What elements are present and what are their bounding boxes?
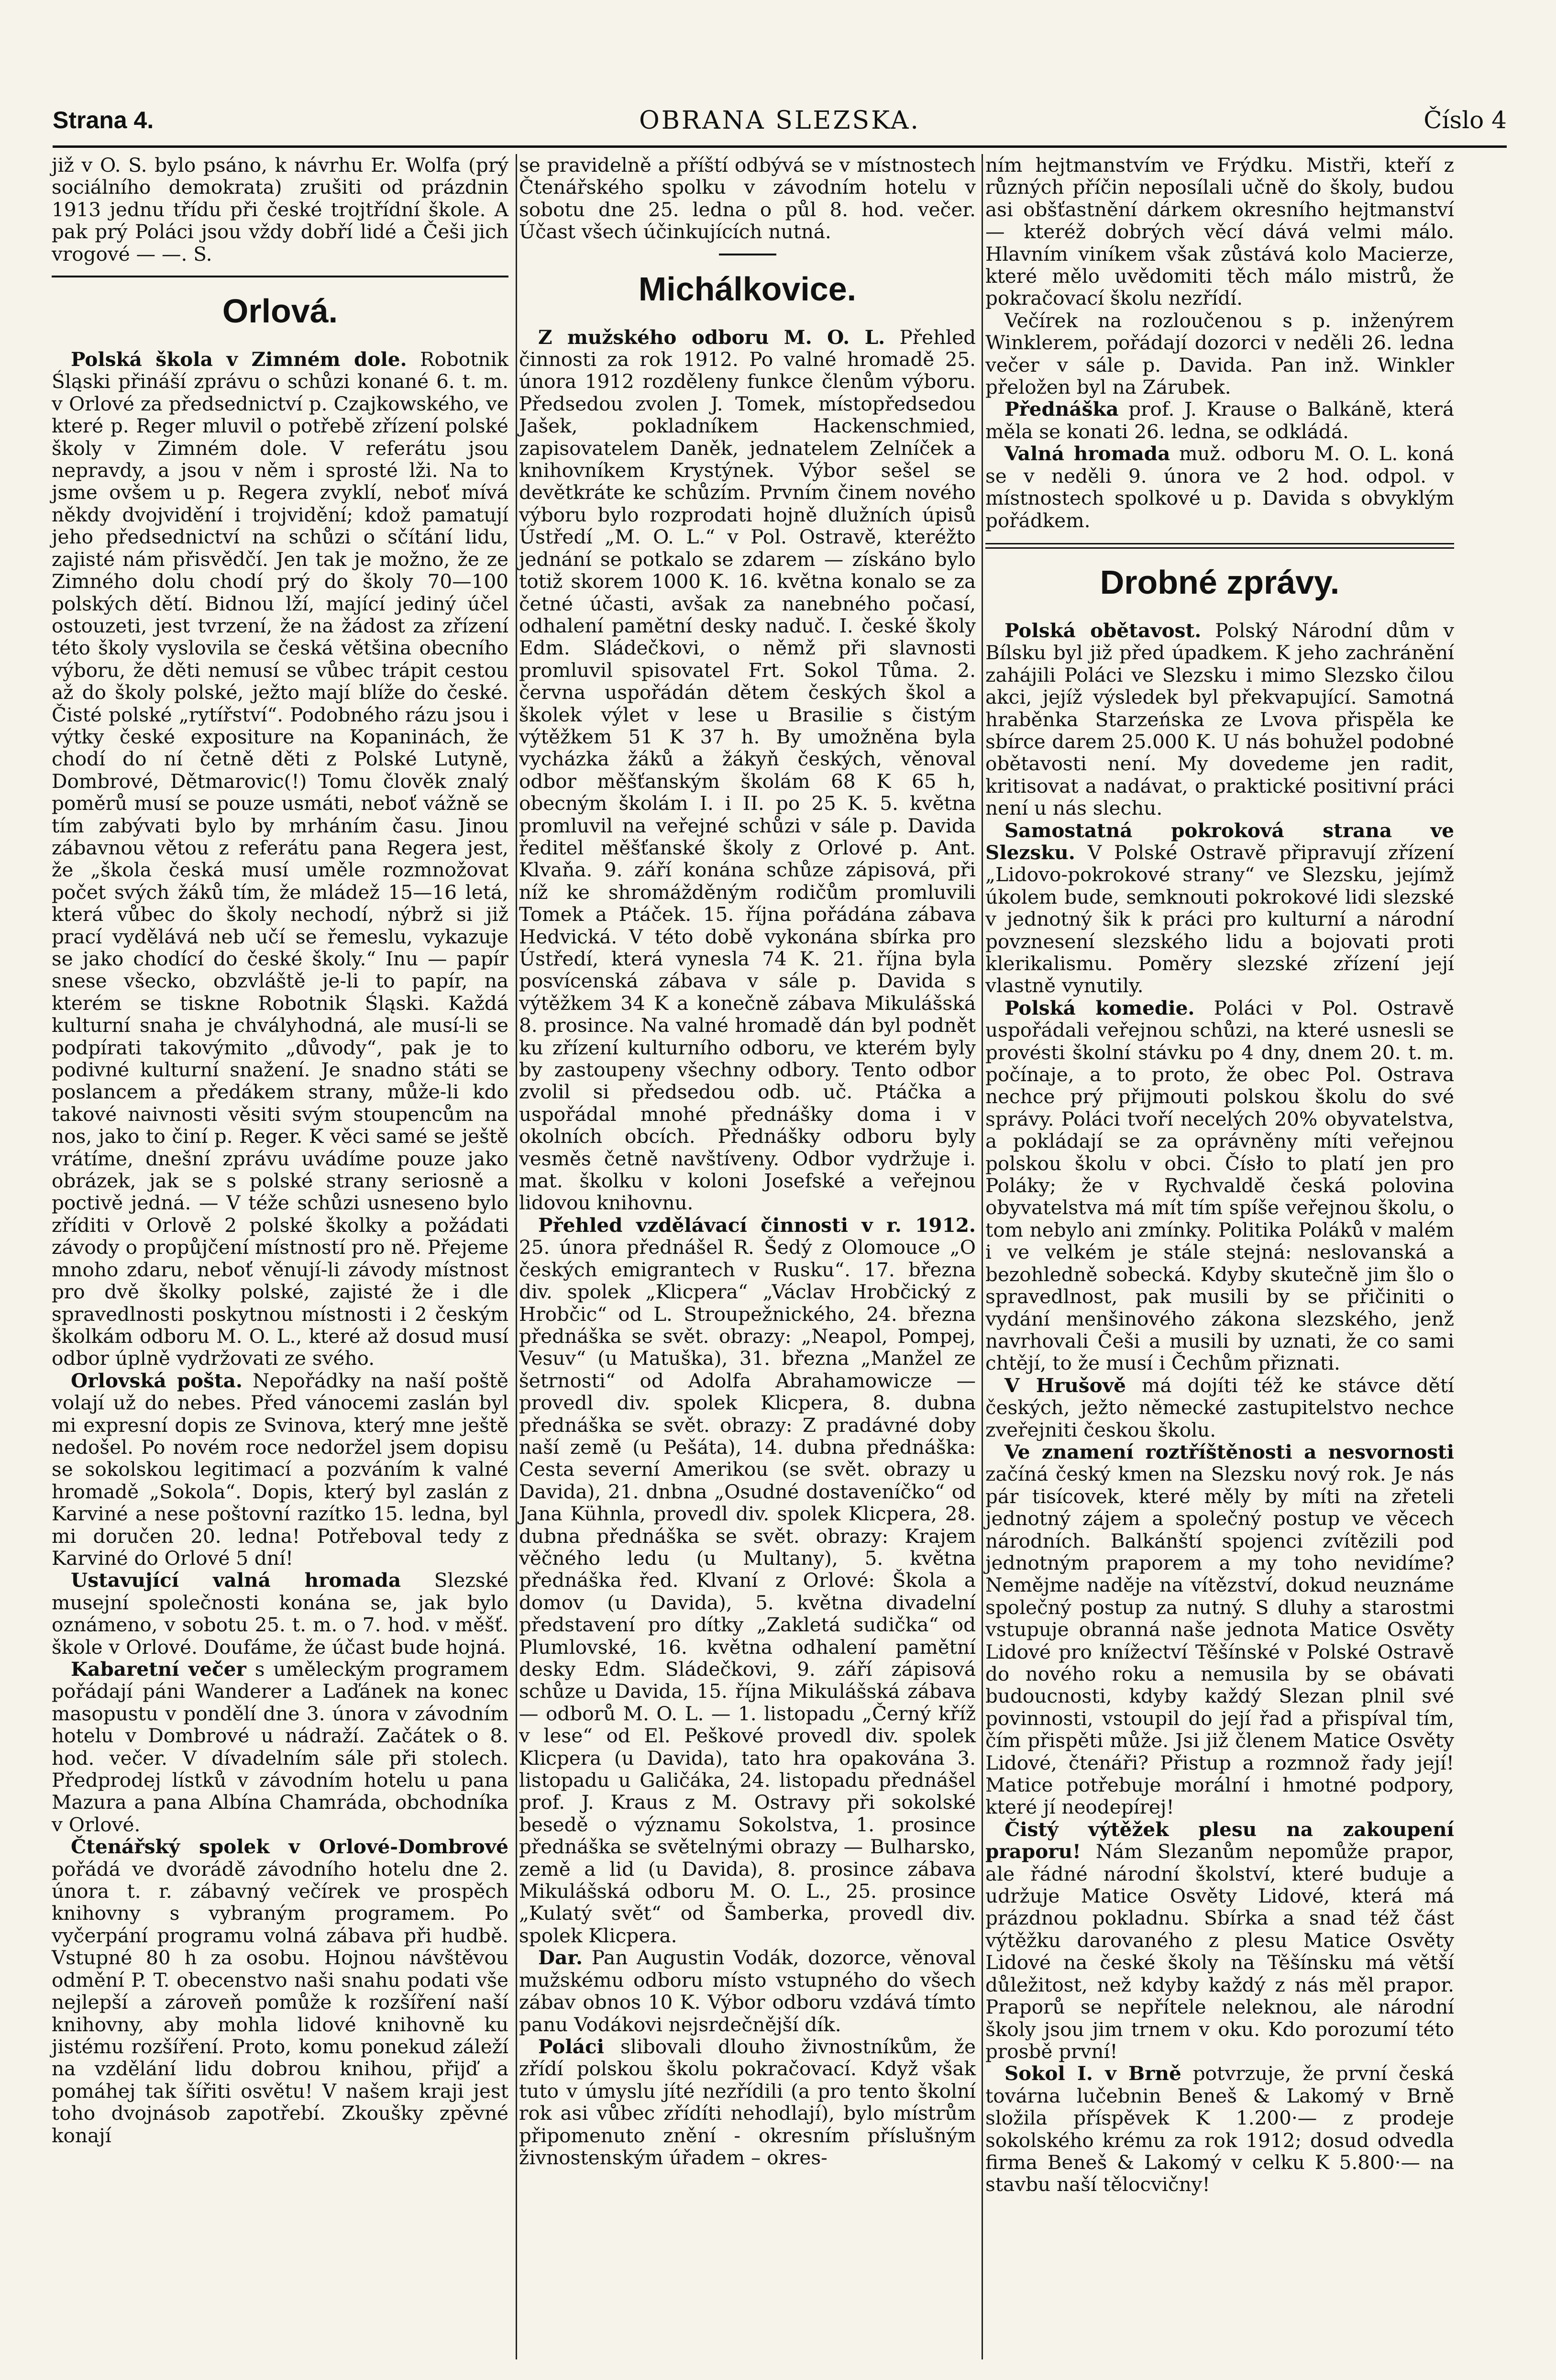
- section-heading-short-news: Drobné zprávy.: [1100, 563, 1340, 601]
- article-general-meeting: Valná hromada muž. odboru M. O. L. koná se v neděli 9. února ve 2 hod. odpol. v místnostech spolkové u p. Davida s obvyklým pořádkem.: [985, 442, 1454, 532]
- section-heading-orlova: Orlová.: [222, 292, 338, 330]
- article-education-overview: Přehled vzdělávací činnosti v r. 1912. 25. února přednášel R. Šedý z Olomouce „O českých emigrantech v Rusku“. 17. března div. spolek „Klicpera“ „Václav Hrobčický z Hrobčic“ od L. Stroupežnického, 24. března přednáška se svět. obrazy: „Neapol, Pompej, Vesuv“ (u Matuška), 31. března „Manžel ze šetrnosti“ od Adolfa Abrahamowicze — provedl div. spolek Klicpera, 8. dubna přednáška se svět. obrazy: Z pradávné doby naší země (u Pešáta), 14. dubna přednáška: Cesta severní Amerikou (se svět. obrazy u Davida), 21. dnbna „Osudné dostaveníčko“ od Jana Kühnla, provedl div. spolek Klicpera, 28. dubna přednáška se svět. obrazy: Krajem věčného ledu (u Multany), 5. května přednáška řed. Klvaní z Orlové: Škola a domov (u Davida), 5. května divadelní představení pro dítky „Zakletá sudička“ od Plumlovské, 16. května odhalení pamětní desky Edm. Sládečkovi, 9. září zápisová schůze u Davida, 15. října Mikulášská zábava — odborů M. O. L. — 1. listopadu „Černý kříž v lese“ od El. Peškové provedl div. spolek Klicpera (u Davida), tato hra opakována 3. listopadu u Galičáka, 24. listopadu přednášel prof. J. Kraus z M. Ostravy při sokolské besedě o významu Sokolstva, 1. prosince přednáška se světelnými obrazy — Bulharsko, země a lid (u Davida), 8. prosince zábava Mikulášská odboru M. O. L., 25. prosince „Kulatý svět“ od Šamberka, provedl div. spolek Klicpera.: [519, 1213, 976, 1947]
- column-1: [52, 154, 508, 2147]
- article-polish-sacrifice: Polská obětavost. Polský Národní dům v Bílsku byl již před úpadkem. K jeho zachránění zahájili Poláci ve Slezsku i mimo Slezsko čilou akci, jejíž výsledek byl překvapující. Samotná hraběnka Starzeńska ze Lvova přispěla ke sbírce darem 25.000 K. U nás bohužel podobné obětavosti není. My dovedeme jen radit, kritisovat a nadávat, o praktické positivní práci není u nás slechu.: [985, 619, 1455, 820]
- article-poles-school: Poláci slibovali dlouho živnostníkům, že zřídí polskou školu pokračovací. Když však tuto v úmyslu jíté nezřídili (a pro tento školní rok asi vůbec zřídíti nehodlají), bylo místrům připomenuto znění - okresním příslušným živnostenským úřadem – okres-: [519, 2035, 976, 2169]
- article-progressive-party: Samostatná pokroková strana ve Slezsku. V Polské Ostravě připravují zřízení „Lidovo-pokrokové strany“ ve Slezsku, jejímž úkolem bude, semknouti pokrokové lidi slezské v jednotný šik k práci pro kulturní a národní povznesení slezského lidu a bojovati proti klerikalismu. Poměry slezské zřízení její vlastně vynutily.: [985, 819, 1455, 997]
- column-divider-2: [982, 154, 983, 2359]
- article-donation: Dar. Pan Augustin Vodák, dozorce, věnoval mužskému odboru místo vstupného do všech zábav obnos 10 K. Výbor odboru vzdává tímto panu Vodákovi nejsrdečnější dík.: [519, 1946, 976, 2036]
- article-lecture: Přednáška prof. J. Krause o Balkáně, která měla se konati 26. ledna, se odkládá.: [985, 398, 1454, 443]
- article-hrusov: V Hrušově má dojíti též ke stávce dětí českých, ježto německé zastupitelstvo nechce zveřejniti českou školu.: [985, 1373, 1454, 1441]
- intro-paragraph: již v O. S. bylo psáno, k návrhu Er. Wolfa (prý sociálního demokrata) zrušiti od prázdnin 1913 jednu třídu při české trojtřídní škole. A pak prý Poláci jsou vždy dobří lidé a Češi jich vrogové — —. S.: [52, 154, 508, 266]
- article-polish-comedy: Polská komedie. Poláci v Pol. Ostravě uspořádali veřejnou schůzi, na které usnesli se provésti školní stávku po 4 dny, dnem 20. t. m. počínaje, a to proto, že obec Pol. Ostrava nechce prý přijmouti polskou školu do své správy. Poláci tvoří necelých 20% obyvatelstva, a pokládají se za oprávněny míti veřejnou polskou školu v obci. Čísło to platí jen pro Poláky; že v Rychvaldě česká polovina obyvatelstva má mít tím spíše veřejnou školu, o tom nebylo ani zmínky. Politika Poláků v malém i ve velkém je stále stejná: neslovanská a bezohledně sobecká. Kdyby skutečně jim šlo o spravedlnost, pak musili by se přičiniti o vydání menšinového zákona slezského, jenž navrhovali Češi a musili by uznati, že co sami chtějí, to že musí i Čechům přiznati.: [985, 996, 1454, 1375]
- article-reading-club: Čtenářský spolek v Orlové-Dombrové pořádá ve dvorádě závodního hotelu dne 2. února t. r. zábavný večírek ve prospěch knihovny s vybraným programem. Po vyčerpání programu volná zábava při hudbě. Vstupné 80 h za osobu. Hojnou návštěvou odmění P. T. obecenstvo naši snahu podati vše nejlepší a zároveň pomůže k rozšíření naší knihovny, aby mohla lidové knihovně ku jistému rozšíření. Proto, komu ponekud záleží na vzdělání lidu dobrou knihou, přijď a pomáhej tak šířiti osvětu! V našem kraji jest toho dvojnásob zapotřebí. Zkoušky zpěvné konají: [52, 1835, 508, 2147]
- issue-number: Číslo 4: [1424, 106, 1507, 134]
- article-founding-meeting: Ustavující valná hromada Slezské musejní společnosti konána se, jak bylo oznámeno, v sobotu 25. t. m. o 7. hod. v měšť. škole v Orlové. Doufáme, že účast bude hojná.: [52, 1569, 508, 1659]
- divider: [985, 543, 1454, 549]
- article-farewell-evening: Večírek na rozloučenou s p. inženýrem Winklerem, pořádají dozorci v neděli 26. ledna večer v sále p. Davida. Pan inž. Winkler přeložen byl na Zárubek.: [985, 309, 1454, 399]
- section-heading-michalkovice: Michálkovice.: [638, 270, 857, 308]
- continued-paragraph: se pravidelně a příští odbývá se v místnostech Čtenářského spolku v závodním hotelu v sobotu dne 25. ledna o půl 8. hod. večer. Účast všech účinkujících nutná.: [519, 154, 976, 244]
- column-divider-1: [516, 154, 517, 2359]
- article-mens-branch: Z mužského odboru M. O. L. Přehled činnosti za rok 1912. Po valné hromadě 25. února 1912 rozděleny funkce členům výboru. Předsedou zvolen J. Tomek, místopředsedou Jašek, pokladníkem Hackenschmied, zapisovatelem Daněk, jednatelem Zelníček a knihovníkem Krystýnek. Výbor sešel se devětkráte ke schůzím. Prvním činem nového výboru bylo rozprodati hojně dlužních úpisů Ústředí „M. O. L.“ v Pol. Ostravě, kteréžto jednání se potkalo se zdarem — získáno bylo totiž skorem 1000 K. 16. května konalo se za četné účasti, avšak za nanebného počasí, odhalení pamětní desky naduč. I. české školy Edm. Sládečkovi, o němž při slavnosti promluvil spisovatel Frt. Sokol Tůma. 2. června uspořádán dětem českých škol a školek výlet v lese u Brasilie s čistým výtěžkem 51 K 37 h. By umožněna byla vycházka žáků a žákyň českých, věnoval odbor měšťanským školám 68 K 65 h, obecným školám I. i II. po 25 K. 5. května promluvil na veřejné schůzi v sále p. Davida ředitel měšťanské školy z Orlové p. Ant. Klvaňa. 9. září konána schůze zápisová, při níž ke shromážděným rodičům promluvili Tomek a Ptáček. 15. října pořádána zábava Hedvická. V této době vykonána sbírka pro Ústředí, která vynesla 74 K. 21. října byla posvícenská zábava v sále p. Davida s výtěžkem 34 K a konečně zábava Mikulášská 8. prosince. Na valné hromadě dán byl podnět ku zřízení kulturního odboru, ve kterém byly by zastoupeny všechny odbory. Tento odbor zvolil si předsedou odb. uč. Ptáčka a uspořádal mnohé přednášky doma i v okolních obcích. Přednášky odboru byly vesměs četně navštíveny. Odbor vydržuje i. mat. školku v koloni Josefské a veřejnou lidovou knihovnu.: [519, 325, 976, 1215]
- intro-signature: S.: [193, 242, 212, 266]
- newspaper-title: OBRANA SLEZSKA.: [639, 106, 920, 135]
- continued-paragraph: ním hejtmanstvím ve Frýdku. Mistři, kteří z různých příčin neposílali učně do školy, budou asi obšťastnění dárkem okresního hejtmanství — kteréž dobrých věcí dává velmi málo. Hlavním viníkem však zůstává kolo Macierze, které mělo uvědomiti těch málo mistrů, že pokračovací školu nezřídí.: [985, 154, 1454, 310]
- article-sokol-brno: Sokol I. v Brně potvrzuje, že první česká továrna lučebnin Beneš & Lakomý v Brně složila příspěvek K 1.200·— z prodeje sokolského krému za rok 1912; dosud odvedla firma Beneš & Lakomý v celku K 5.800·— na stavbu naší tělocvičny!: [985, 2062, 1454, 2196]
- page-number: Strana 4.: [53, 107, 154, 133]
- divider: [719, 254, 776, 255]
- page-header: [53, 102, 1507, 148]
- article-polish-school: Polská škola v Zimném dole. Robotnik Śląski přináší zprávu o schůzi konané 6. t. m. v Orlové za předsednictví p. Czajkowského, ve které p. Reger mluvil o potřebě zřízení polské školy v Zimném dole. V referátu jsou nepravdy, a jsou v něm i sprosté lži. Na to jsme ovšem u p. Regera zvyklí, neboť mívá někdy dvojvidění i trojvidění; kdož pamatují jeho předsednictví na schůzi o sčítání lidu, zajisté nám přisvědčí. Jen tak je možno, že ze Zimného dolu chodí prý do školy 70—100 polských dětí. Bidnou lží, mající jediný účel ostouzeti, jest tvrzení, že na žádost za zřízení této školy vyslovila se česká většina obecního výboru, že děti nemusí se vůbec trápit cestou až do školy polské, ježto mají blíže do české. Čisté polské „rytířství“. Podobného rázu jsou i výtky české expositure na Kopaninách, že chodí do ní četně děti z Polské Lutyně, Dombrové, Dětmarovic(!) Tomu člověk znalý poměrů musí se pouze usmáti, neboť vážně se tím zabývati bylo by mrháním času. Jinou zábavnou větou z referátu pana Regera jest, že „škola česká musí uměle rozmnožovat počet svých žáků tím, že mládež 15—16 letá, která vůbec do školy nechodí, nýbrž si již prací vydělává neb učí se řemeslu, vykazuje se jako chodící do české školy.“ Inu — papír snese všecko, obzvláště je-li to papír, na kterém se tiskne Robotnik Śląski. Každá kulturní snaha je chvályhodná, ale musí-li se podpírati takovýmito „důvody“, pak je to podivné kulturní snažení. Je snadno státi se poslancem a předákem strany, může-li kdo takové naivnosti věsiti svým stoupencům na nos, jako to činí p. Reger. K věci samé se ještě vrátíme, dnešní zprávu uvádíme pouze jako obrázek, jak se s polské strany seriosně a poctivě jedná. — V téže schůzi usneseno bylo zříditi v Orlově 2 polské školky a požádati závody o propůjčení místností pro ně. Přejeme mnoho zdaru, neboť věnují-li závody místnost pro dvě školky polské, zajisté že i dle spravedlnosti poskytnou místnosti i 2 českým školkám odboru M. O. L., které až dosud musí odbor úplně vydržovati ze svého.: [52, 348, 508, 1370]
- divider: [52, 276, 508, 277]
- article-cabaret: Kabaretní večer s uměleckým programem pořádají páni Wanderer a Laďánek na konec masopustu v pondělí dne 3. února v závodním hotelu v Dombrové u nádraží. Začátek o 8. hod. večer. V dívadelním sále při stolech. Předprodej lístků v závodním hotelu u pana Mazura a pana Albína Chamráda, obchodníka v Orlové.: [52, 1658, 509, 1836]
- column-3: [985, 154, 1454, 2196]
- article-post-office: Orlovská pošta. Nepořádky na naší poště volají už do nebes. Před vánocemi zaslán byl mi expresní dopis ze Svinova, který mne ještě nedošel. Po novém roce nedoržel jsem dopisu se sokolskou legitimací a pozváním k valné hromadě „Sokola“. Dopis, který byl zaslán z Karviné a nese poštovní razítko 15. ledna, byl mi doručen 20. ledna! Potřeboval tedy z Karviné do Orlové 5 dní!: [52, 1369, 508, 1570]
- article-ball-proceeds: Čistý výtěžek plesu na zakoupení praporu! Nám Slezanům nepomůže prapor, ale řádné národní školství, které buduje a udržuje Matice Osvěty Lidové, která má prázdnou pokladnu. Sbírka a snad též část výtěžku darovaného z plesu Matice Osvěty Lidové na české školy na Těšínsku má větší důležitost, než kdyby každý z nás měl prapor. Praporů se nepřítele neleknou, ale národní školy jsou jim trnem v oku. Kdo porozumí této prosbě první!: [985, 1817, 1454, 2063]
- article-fragmentation: Ve znamení roztříštěnosti a nesvornosti začíná český kmen na Slezsku nový rok. Je nás pár tisícovek, které měly by míti na zřeteli jednotný zájem a společný postup ve věcech národních. Balkánští spojenci zvítězili pod jednotným praporem a my toho nevidíme? Nemějme naděje na vítězství, dokud neuznáme společný postup za nutný. S dluhy a starostmi vstupuje obranná naše jednota Matice Osvěty Lidové pro knížectví Těšínské v Polské Ostravě do nového roku a nemusila by se obávati budoucnosti, kdyby každý Slezan plnil své povinnosti, vstoupil do její řad a přispíval tím, čím přispěti může. Jsi již členem Matice Osvěty Lidové, čtenáři? Přistup a rozmnož řady její! Matice potřebuje morální i hmotné podpory, které jí neodepírej!: [985, 1440, 1454, 1819]
- column-2: [519, 154, 976, 2169]
